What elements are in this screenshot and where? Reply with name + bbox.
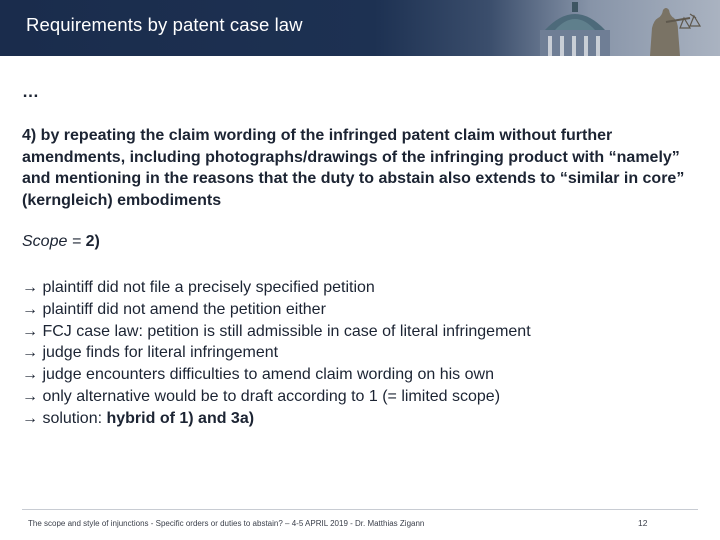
list-item bbox=[22, 277, 712, 299]
scope-label: Scope = bbox=[22, 233, 86, 250]
footer-text: The scope and style of injunctions - Specific orders or duties to abstain? – 4-5 APRIL 2019 - Dr. Matthias Zigann bbox=[28, 519, 425, 528]
page-number: 12 bbox=[638, 518, 648, 528]
list-item-text: → FCJ case law: petition is still admissible in case of literal infringement bbox=[22, 322, 531, 340]
slide-title: Requirements by patent case law bbox=[26, 14, 303, 35]
list-item bbox=[22, 386, 712, 408]
footer-divider bbox=[22, 509, 698, 510]
courthouse-dome-image bbox=[500, 0, 720, 56]
reasoning-list bbox=[22, 277, 712, 430]
list-item-text: → judge encounters difficulties to amend claim wording on his own bbox=[22, 366, 494, 384]
list-item bbox=[22, 321, 712, 343]
scope-value: 2) bbox=[85, 233, 100, 250]
scope-line bbox=[22, 233, 100, 251]
ellipsis-marker: … bbox=[22, 82, 40, 101]
slide-footer bbox=[0, 509, 720, 540]
list-item-text: → plaintiff did not file a precisely specified petition bbox=[22, 279, 375, 296]
list-item-text: → plaintiff did not amend the petition either bbox=[22, 300, 326, 318]
title-banner bbox=[0, 0, 720, 56]
list-item bbox=[22, 364, 712, 386]
list-item bbox=[22, 342, 712, 364]
list-item-text: → solution: bbox=[22, 409, 107, 427]
list-item bbox=[22, 299, 712, 321]
solution-emphasis: hybrid of 1) and 3a) bbox=[106, 409, 255, 427]
list-item bbox=[22, 408, 712, 430]
list-item-text: → only alternative would be to draft according to 1 (= limited scope) bbox=[22, 387, 501, 405]
list-item-text: → judge finds for literal infringement bbox=[22, 344, 279, 362]
requirement-paragraph: 4) by repeating the claim wording of the infringed patent claim without further amendments, including photographs/drawings of the infringing product with “namely” and mentioning in the reasons that the duty to abstain also extends to “similar in core” (kerngleich) embodiments bbox=[22, 127, 685, 209]
